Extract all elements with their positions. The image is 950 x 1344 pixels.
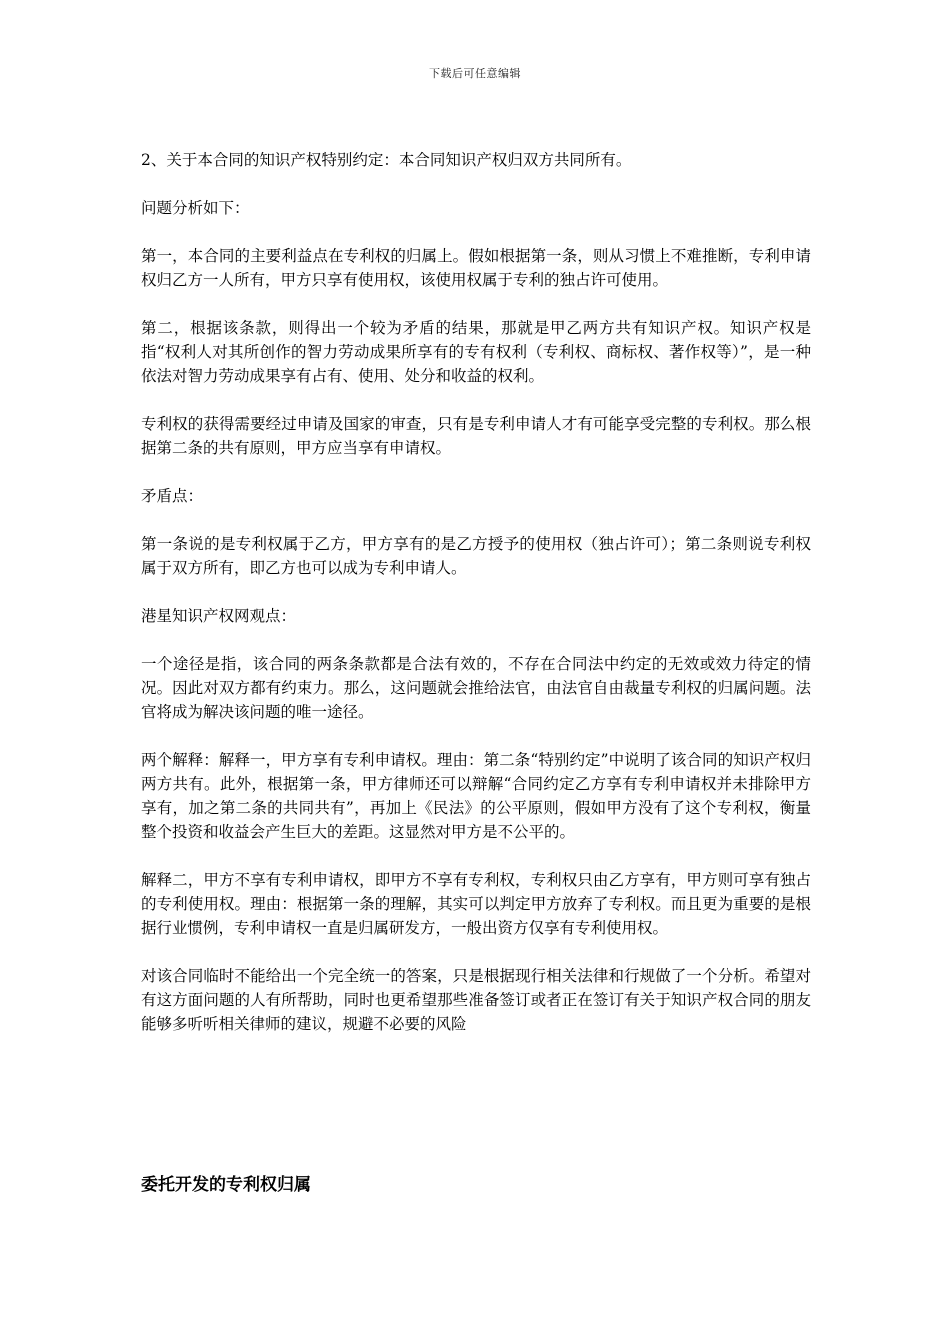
paragraph-second-point: 第二，根据该条款，则得出一个较为矛盾的结果，那就是甲乙两方共有知识产权。知识产权是指“权利人对其所创作的智力劳动成果所享有的专有权利（专利权、商标权、著作权等）”，是一种依法对智力劳动成果享有占有、使用、处分和收益的权利。: [141, 319, 811, 385]
paragraph-one-approach: 一个途径是指，该合同的两条条款都是合法有效的，不存在合同法中约定的无效或效力待定的情况。因此对双方都有约束力。那么，这问题就会推给法官，由法官自由裁量专利权的归属问题。法官将成为解决该问题的唯一途径。: [141, 655, 811, 721]
paragraph-interpretation-two: 解释二，甲方不享有专利申请权，即甲方不享有专利权，专利权只由乙方享有，甲方则可享有独占的专利使用权。理由：根据第一条的理解，其实可以判定甲方放弃了专利权。而且更为重要的是根据行业惯例，专利申请权一直是归属研发方，一般出资方仅享有专利使用权。: [141, 871, 811, 937]
section-title: 委托开发的专利权归属: [141, 1175, 311, 1195]
paragraph-contradiction: 第一条说的是专利权属于乙方，甲方享有的是乙方授予的使用权（独占许可）；第二条则说专利权属于双方所有，即乙方也可以成为专利申请人。: [141, 535, 811, 577]
paragraph-interpretation-one: 两个解释：解释一，甲方享有专利申请权。理由：第二条“特别约定”中说明了该合同的知识产权归两方共有。此外，根据第一条，甲方律师还可以辩解“合同约定乙方享有专利申请权并未排除甲方享有，加之第二条的共同共有”，再加上《民法》的公平原则，假如甲方没有了这个专利权，衡量整个投资和收益会产生巨大的差距。这显然对甲方是不公平的。: [141, 751, 811, 841]
paragraph-viewpoint-heading: 港星知识产权网观点：: [141, 607, 297, 625]
paragraph-first-point: 第一，本合同的主要利益点在专利权的归属上。假如根据第一条，则从习惯上不难推断，专利申请权归乙方一人所有，甲方只享有使用权，该使用权属于专利的独占许可使用。: [141, 247, 811, 289]
paragraph-clause-2: 2、关于本合同的知识产权特别约定：本合同知识产权归双方共同所有。: [141, 151, 632, 169]
header-note: 下载后可任意编辑: [429, 67, 521, 80]
paragraph-analysis-heading: 问题分析如下：: [141, 199, 250, 217]
document-body: [141, 148, 811, 1060]
paragraph-conclusion: 对该合同临时不能给出一个完全统一的答案，只是根据现行相关法律和行规做了一个分析。希望对有这方面问题的人有所帮助，同时也更希望那些准备签订或者正在签订有关于知识产权合同的朋友能够多听听相关律师的建议，规避不必要的风险: [141, 967, 811, 1033]
paragraph-contradiction-heading: 矛盾点：: [141, 487, 204, 505]
paragraph-patent-acquisition: 专利权的获得需要经过申请及国家的审查，只有是专利申请人才有可能享受完整的专利权。那么根据第二条的共有原则，甲方应当享有申请权。: [141, 415, 811, 457]
